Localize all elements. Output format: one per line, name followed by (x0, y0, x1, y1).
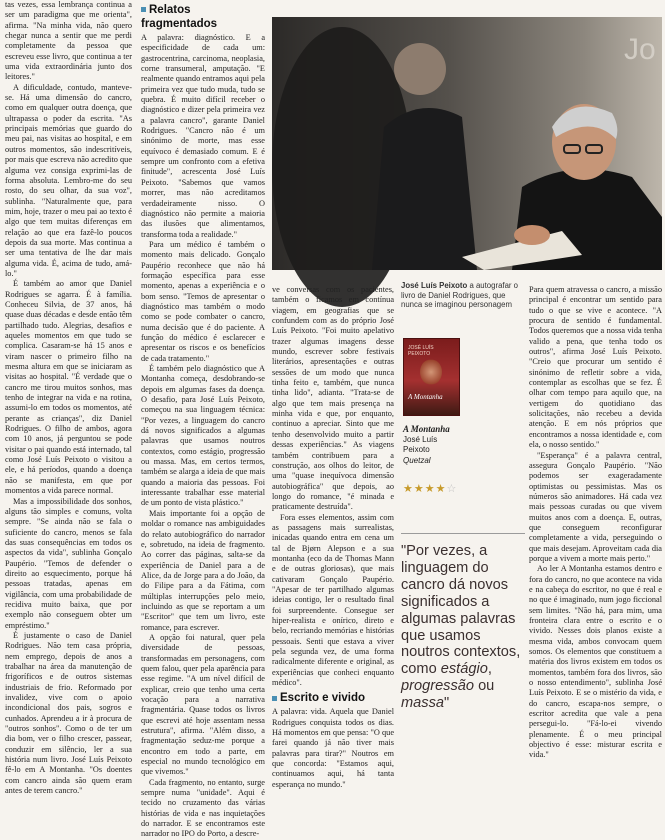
caption-author: José Luís Peixoto (401, 281, 468, 290)
paragraph: A dificuldade, contudo, manteve-se. Há uma dimensão do cancro, como em qualquer outra doença, que ultrapassa o poder da escrita. "As principais memórias que guardo do meu pai, nas visitas ao hospital, e em outros momentos, são indescritíveis, por mais que escreva não acredito que alguma vez consiga exprimi-las de forma absoluta. Lembro-me do seu rosto, do seu olhar, da sua voz", sublinha. "Naturalmente que, para mim, hoje, trazer o meu pai ao texto é algo que tem muitas diferenças em relação ao que era fazê-lo poucos depois da sua morte. Mas continua a ser uma tentativa de lhe dar mais alguma vida. É, acima de tudo, amá-lo." (5, 82, 132, 278)
section-heading-relatos (141, 3, 265, 31)
article-column-1 (5, 0, 132, 796)
paragraph: A opção foi natural, quer pela diversidade de pessoas, transformadas em personagens, com quem falou, quer pela aparência para esse regime. "A um nível difícil de explicar, creio que tenho uma certa vocação para a narrativa fragmentária. Quase todos os livros que escrevi até hoje assentam nessa estrutura", afirma. "Além disso, a fragmentação seduz-me porque a encontro em todo a parte, em especial no mundo tecnológico em que vivemos." (141, 632, 265, 777)
paragraph: tas vezes, essa lembrança continua a ser um paradigma que me orienta", afirma. "Na minha vida, não quero chegar nunca a sentir que me perdi completamente da pessoa que escreveu esse livro, que continua a ter uma vida extraordinária junto dos leitores." (5, 0, 132, 82)
section-heading-text: Relatos fragmentados (141, 4, 218, 30)
caption-text: a autografar o livro de Daniel Rodrigues, que nunca se imaginou personagem (401, 281, 519, 310)
wall-lettering: Jo (624, 33, 656, 66)
photo-illustration (272, 17, 662, 270)
book-cover-author: JOSÉ LUÍS PEIXOTO (408, 345, 434, 357)
quote-word-massa: massa (401, 695, 444, 712)
section-heading-escrito (272, 691, 394, 705)
background-man-body (372, 108, 477, 270)
quote-text: "Por vezes, a linguagem do cancro dá novos significados a algumas palavras que usamos noutros contextos, como (401, 543, 521, 678)
paragraph: É também ao amor que Daniel Rodrigues se agarra. É à família. Conheceu Silvia, de 37 anos, há quase duas décadas e desde então têm partilhado tudo. Alegrias, desafios e aqueles momentos em que tudo se complica. Casaram-se há 15 anos e viram nascer o primeiro filho na mesma altura em que se iniciaram as visitas ao hospital. "É verdade que o cancro me tirou muitos sonhos, mas tenho de integrar na vida e na rotina, assumi-lo em todos os momentos, até perante as crianças", diz Daniel Rodrigues. O filho de ambos, agora com 10 anos, já perguntou se pode visitar o pai quando está internado, tal como José Luís Peixoto o visitou a ele, e há períodos, quando a doença não se manifesta, em que por momentos a vida parece normal. (5, 279, 132, 496)
book-details (403, 424, 523, 495)
book-cover (403, 338, 460, 416)
article-column-2 (141, 0, 265, 839)
paragraph: É também pelo diagnóstico que A Montanha começa, desdobrando-se depois em algumas fases da doença. O desafio, para José Luís Peixoto, começou na sua linguagem técnica: "Por vezes, a linguagem do cancro dá novos significados a algumas palavras que usamos noutros contextos, como estágio, progressão ou massa. Mas, em certos termos, também se alarga a ideia de que mais quando a maioria das pessoas. Foi interessante trabalhar esse material de um ponto de vista plástico." (141, 364, 265, 508)
article-column-5 (529, 285, 662, 760)
article-column-3 (272, 285, 394, 789)
paragraph: Mais importante foi a opção de moldar o romance nas ambiguidades do relato autobiográfico do narrador e, sobretudo, na ideia de fragmento. Ao correr das páginas, salta-se da experiência de Daniel para a de Alice, da de Jorge para a do João, da do Filipe para a da Fátima, com múltiplas interrupções pelo meio, incluindo as que se reportam a um "Escritor" que tem um livro, este romance, para escrever. (141, 508, 265, 632)
quote-word-estagio: estágio (440, 661, 488, 678)
article-photo (272, 17, 662, 270)
paragraph: Para um médico é também o momento mais delicado. Gonçalo Paupério reconhece que não há formação específica para esse momento, apenas a experiência e o bom senso. "Temos de apresentar o diagnóstico mas também o modo como se pode combater o cancro, numa decisão que é do paciente. A função do médico é esclarecer e apresentar os riscos e os benefícios de cada tratamento." (141, 239, 265, 363)
book-author: José Luís (403, 434, 438, 444)
quote-word-progressao: progressão (401, 678, 475, 695)
author-hand (514, 225, 550, 245)
paragraph: Fora esses elementos, assim com as passagens mais surrealistas, inicadas quando entra em cena um tal de Bjørn Alepson e a sua montanha (eco da de Thomas Mann e de outras gloriosas), que mais cativaram Gonçalo Paupério. "Apesar de ter partilhado algumas ideias contigo, ler o resultado final foi surpreendente. Consegue ser hiper-realista e onírico, direto e belo, recriando memórias e histórias pessoais. Senti que estava a viver pela segunda vez, de uma forma radicalmente diferente e original, as experiências que conheci enquanto médico". (272, 512, 394, 688)
paragraph: "Esperança" é a palavra central, assegura Gonçalo Paupério. "Não podemos ser exageradamente optimistas ou pessimistas. Mas os números são animadores. Há cada vez mais pessoas curadas ou que vivem muitos anos com a doença. E, outras, que conseguem reconfigurar completamente a vida, perseguindo o que mais desejam. Aproveitam cada dia porque a vivem a morte mais perto." (529, 450, 662, 563)
paragraph: Mas a impossibilidade dos sonhos, alguns tão simples e comuns, volta sempre. "Se ainda não se fala o suficiente do cancro, menos se fala das suas consequências em todos os aspectos da vida", sublinha Gonçalo Paupério. "Temos de defender o direito ao esquecimento, porque há pessoas tratadas, apenas em vigilância, com uma probabilidade de recidiva muito baixa, que por exemplo não conseguem obter um empréstimo." (5, 496, 132, 630)
section-marker-icon (141, 7, 146, 12)
section-heading-text: Escrito e vivido (280, 692, 366, 705)
star-empty-icon: ☆ (446, 483, 458, 495)
quote-sep: , (487, 661, 492, 678)
book-author-surname: Peixoto (403, 445, 430, 454)
pull-quote (401, 543, 525, 715)
book-publisher: Quetzal (403, 455, 431, 465)
paragraph: É justamente o caso de Daniel Rodrigues. Não tem casa própria, nem emprego, depois de anos a trabalhar na área da manutenção de frigoríficos e de outros sistemas industriais de frio. Reformado por invalidez, vive com o apoio incondicional dos pais, sogros e cunhados. Aprendeu a ir à procura de "outros sonhos". Como o de ter um dia bom, ver o filho crescer, passear, conduzir em silêncio, ler a sua história num livro. José Luís Peixoto fê-lo em A Montanha. "Os doentes com cancro ainda são quem eram antes de terem cancro." (5, 630, 132, 796)
paragraph: Cada fragmento, no entanto, surge sempre numa "unidade". Aqui é tecido no cruzamento das várias histórias de vida e nas inquietações do narrador. E se encontramos este narrador no IPO do Porto, a descre- (141, 777, 265, 839)
paragraph: Ao ler A Montanha estamos dentro e fora do cancro, no que acontece na vida e na cabeça do escritor, no que é real e no que é imaginado, num jogo ficcional sem limites. "Não há, para mim, uma fronteira clara entre o escrito e o vivido. Nesses dois planos existe a mesma vida, ambos convocam quem somos. Os elementos que constituem a matéria dos livros existem em todos os momentos, também fora dos livros, são o nosso entendimento", sublinha José Luís Peixoto. E se o mistério da vida, e do cancro, escapa-nos sempre, o escritor acredita que vale a pena persegui-lo. "Fá-lo-ei vivendo plenamente. É o meu principal objectivo é esse: misturar escrita e vida." (529, 564, 662, 760)
quote-sep: ou (474, 678, 495, 695)
rating-stars (403, 484, 523, 495)
section-marker-icon (272, 696, 277, 701)
star-filled-icon: ★★★★ (403, 483, 447, 495)
quote-close: " (443, 695, 450, 712)
paragraph: A palavra: diagnóstico. E a especificidade de cada um: gastrocentrina, carcinoma, neoplasia, corne transumeral, amputação. "E realmente quando entramos aqui pela primeira vez que tudo muda, tudo se quebra. É muito difícil receber o diagnóstico e dizer pela primeira vez a palavra cancro", garante Daniel Rodrigues. "Cancro não é um sinónimo de morte, mas esse equívoco é demasiado comum. E é sempre um confronto com a efetiva finitude", acrescenta José Luís Peixoto. "Sabemos que vamos morrer, mas não acreditamos verdadeiramente nisso. O diagnóstico não permite a maioria das ilusões que alimentamos, transforma toda a realidade." (141, 33, 265, 239)
book-cover-title: A Montanha (408, 393, 443, 401)
cover-art-icon (420, 359, 442, 385)
book-info-box (401, 338, 523, 495)
divider (401, 533, 525, 534)
paragraph: ve conversas com os pacientes, também o ficamos em contínua viagem, em geografias que se confundem com as do próprio José Luís Peixoto. "Foi muito apelativo trazer algumas imagens desse mundo, escrever sobre festivais literários, apresentações e outras sessões de um modo que nunca tinha feito e, também, que nunca tinha lido", adianta. "Trata-se de algo que tem mais presença na minha vida e que, por enquanto, continuo a apreciar. Sinto que me tenho desenvolvido muito a partir dessas experiências." As viagens também contribuem para a construção, aos olhos do leitor, de uma "quase inequívoca dimensão autobiográfica" que depois, ao longo do romance, "é minada e praticamente destruída". (272, 285, 394, 512)
background-man-head (394, 43, 446, 95)
book-title: A Montanha (403, 424, 450, 434)
paragraph: Para quem atravessa o cancro, a missão principal é encontrar um sentido para tudo o que se vive e acontece. "A procura de sentido é fundamental. Todos queremos que a nossa vida tenha valido a pena, que tenha todo os outros", afirma José Luís Peixoto. "Creio que procurar um sentido é sinónimo de refletir sobre a vida, contemplar as escolhas que se fez. É olhar com tempo para aquilo que, na vertigem do quotidiano das solicitações, não recebeu a devida atenção. E em nós próprios que encontramos a nossa identidade e, com ela, o nosso sentido." (529, 285, 662, 450)
photo-caption (401, 281, 526, 310)
paragraph: A palavra: vida. Aquela que Daniel Rodrigues conquista todos os dias. Há momentos em que pensa: "O que farei quando já não tiver mais palavras para tirar?" Noutros em que concorda: "Estamos aqui, continuamos aqui, há tanta esperança no mundo." (272, 707, 394, 789)
